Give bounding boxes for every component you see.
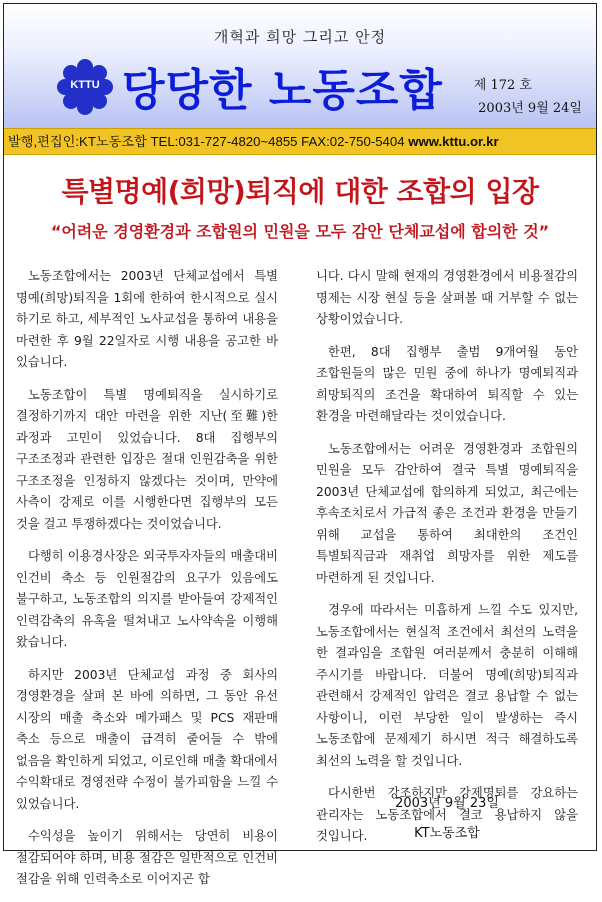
right-column (316, 266, 578, 859)
publisher-bar (4, 128, 596, 155)
logo-text: KTTU (70, 79, 100, 91)
signature-date: 2003년 9월 23일 (395, 796, 499, 811)
paragraph: 노동조합이 특별 명예퇴직을 실시하기로 결정하기까지 대안 마련을 위한 지난(至難)한 과정과 고민이 있었습니다. 8대 집행부의 구조조정과 관련한 입장은 절대 인원감축을 위한 구조조정을 인정하지 않겠다는 것이며, 만약에 사측이 강제로 이를 시행한다면 집행부의 모든 것을 걸고 투쟁하겠다는 것이었습니다. (16, 387, 278, 531)
paragraph: 노동조합에서는 어려운 경영환경과 조합원의 민원을 모두 감안하여 결국 특별 명예퇴직을 2003년 단체교섭에 합의하게 되었고, 최근에는 후속조치로서 가급적 좋은 조건과 환경을 만들기 위해 교섭을 통하여 최대한의 조건인 특별퇴직금과 재취업 희망자를 위한 제도를 마련하게 된 것입니다. (316, 441, 578, 585)
paragraph: 다행히 이용경사장은 외국투자자들의 매출대비 인건비 축소 등 인원절감의 요구가 있음에도 불구하고, 노동조합의 의지를 받아들여 강제적인 인력감축의 유혹을 떨쳐내고 노사약속을 이행해 왔습니다. (16, 549, 278, 649)
issue-date: 2003년 9월 24일 (478, 101, 582, 116)
masthead (4, 4, 596, 128)
newsletter-title: 당당한 노동조합 (122, 65, 443, 116)
left-column (16, 266, 278, 902)
paragraph: 한편, 8대 집행부 출범 9개여월 동안 조합원들의 많은 민원 중에 하나가 명예퇴직과 희망퇴직의 조건을 확대하여 퇴직할 수 있는 환경을 마련해달라는 것이었습니다. (316, 344, 578, 423)
article-subheadline: “어려운 경영환경과 조합원의 민원을 모두 감안 단체교섭에 합의한 것” (50, 222, 550, 241)
kttu-logo-icon (56, 58, 114, 116)
slogan: 개혁과 희망 그리고 안정 (213, 28, 387, 46)
article-headline: 특별명예(희망)퇴직에 대한 조합의 입장 (61, 175, 539, 208)
paragraph: 수익성을 높이기 위해서는 당연히 비용이 절감되어야 하며, 비용 절감은 일반적으로 인건비 절감을 위해 인력축소로 이어지곤 합 (16, 829, 278, 886)
signature-org: KT노동조합 (414, 826, 480, 841)
paragraph: 하지만 2003년 단체교섭 과정 중 회사의 경영환경을 살펴 본 바에 의하면, 그 동안 유선 시장의 매출 축소와 메가패스 및 PCS 재판매 축소 등으로 매출이 급격히 줄어들 수 밖에 없음을 확인하게 되었고, 이로인해 매출 확대에서 수익확대로 경영전략 수정이 불가피함을 느낄 수 있었습니다. (16, 667, 278, 811)
newsletter-page (3, 3, 597, 886)
paragraph: 다시한번 강조하지만 강제명퇴를 강요하는 관리자는 노동조합에서 결코 용납하지 않을 것입니다. (316, 786, 578, 843)
publisher-info: 발행,편집인:KT노동조합 TEL:031-727-4820~4855 FAX:02-750-5404 (8, 134, 405, 149)
paragraph: 경우에 따라서는 미흡하게 느낄 수도 있지만, 노동조합에서는 현실적 조건에서 최선의 노력을 한 결과임을 조합원 여러분께서 충분히 이해해 주시기를 바랍니다. 더불어 명예(희망)퇴직과 관련해서 강제적인 압력은 결코 용납할 수 없는 사항이니, 이런 부당한 일이 발생하는 즉시 노동조합에 문제제기 하시면 적극 해결하도록 최선의 노력을 할 것입니다. (316, 603, 578, 768)
issue-number: 제 172 호 (473, 78, 532, 93)
paragraph: 노동조합에서는 2003년 단체교섭에서 특별 명예(희망)퇴직을 1회에 한하여 한시적으로 실시 하기로 하고, 세부적인 노사교섭을 통하여 내용을 마련한 후 9월 22일자로 시행 내용을 공고한 바 있습니다. (16, 269, 278, 369)
paragraph: 니다. 다시 말해 현재의 경영환경에서 비용절감의 명제는 시장 현실 등을 살펴볼 때 거부할 수 없는 상황이었습니다. (316, 269, 578, 326)
website-link[interactable]: www.kttu.or.kr (408, 134, 499, 149)
